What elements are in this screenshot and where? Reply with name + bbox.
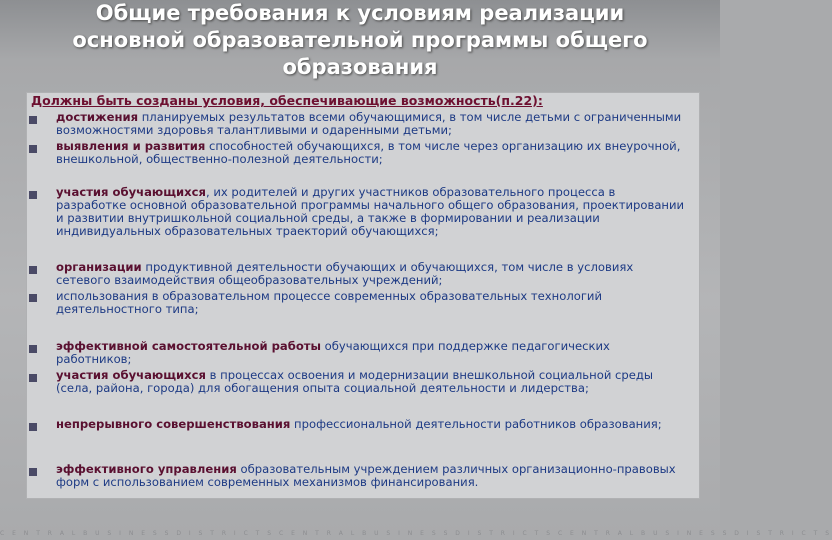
item-keyword: эффективного управления bbox=[56, 462, 237, 476]
item-keyword: выявления и развития bbox=[56, 139, 206, 153]
item-keyword: участия обучающихся bbox=[56, 368, 206, 382]
item-keyword: достижения bbox=[56, 110, 139, 124]
list-item bbox=[56, 261, 686, 287]
bullet-icon bbox=[29, 468, 37, 476]
item-keyword: участия обучающихся bbox=[56, 185, 206, 199]
bullet-icon bbox=[29, 266, 37, 274]
list-item bbox=[56, 369, 686, 395]
list-item bbox=[56, 290, 686, 316]
bullet-icon bbox=[29, 345, 37, 353]
list-item bbox=[56, 140, 686, 166]
slide-title: Общие требования к условиям реализации основной образовательной программы общего образования bbox=[72, 1, 648, 79]
footer-watermark-strip: C E N T R A L B U S I N E S S D I S T R I C T S C E N T R A L B U S I N E S S D I S T R I C T S C E N T R A L B U S I N E S S D I S T R I C T S bbox=[0, 530, 832, 537]
bullet-icon bbox=[29, 116, 37, 124]
item-text: способностей обучающихся, в том числе через организацию их внеурочной, внешкольной, общественно-полезной деятельности; bbox=[56, 139, 681, 166]
bullet-icon bbox=[29, 423, 37, 431]
item-keyword: организации bbox=[56, 260, 142, 274]
item-text: , их родителей и других участников образовательного процесса в разработке основной образовательной программы начального общего образования, проектировании и развитии внутришкольной социальной среды, а также в формировании и реализации индивидуальных образовательных траекторий обучающихся; bbox=[56, 185, 685, 238]
bullet-icon bbox=[29, 191, 37, 199]
item-text: образовательным учреждением различных организационно-правовых форм с использованием современных механизмов финансирования. bbox=[56, 462, 676, 489]
item-text: в процессах освоения и модернизации внешкольной социальной среды (села, района, города) для обогащения опыта социальной деятельности и лидерства; bbox=[56, 368, 654, 395]
item-keyword: непрерывного совершенствования bbox=[56, 417, 291, 431]
list-item bbox=[56, 186, 686, 238]
bullet-icon bbox=[29, 374, 37, 382]
item-text: планируемых результатов всеми обучающимися, в том числе детьми с ограниченными возможностями здоровья талантливыми и одаренными детьми; bbox=[56, 110, 682, 137]
bullet-icon bbox=[29, 145, 37, 153]
list-item bbox=[56, 418, 686, 431]
list-item bbox=[56, 463, 686, 489]
item-keyword: эффективной самостоятельной работы bbox=[56, 339, 321, 353]
list-item bbox=[56, 111, 686, 137]
section-heading: Должны быть созданы условия, обеспечивающие возможность(п.22): bbox=[31, 93, 543, 108]
item-text: использования в образовательном процессе современных образовательных технологий деятельностного типа; bbox=[56, 289, 603, 316]
bullet-icon bbox=[29, 294, 37, 302]
list-item bbox=[56, 340, 686, 366]
item-text: обучающихся при поддержке педагогических работников; bbox=[56, 339, 610, 366]
item-text: продуктивной деятельности обучающих и обучающихся, том числе в условиях сетевого взаимодействия общеобразовательных учреждений; bbox=[56, 260, 634, 287]
item-text: профессиональной деятельности работников образования; bbox=[290, 417, 662, 431]
